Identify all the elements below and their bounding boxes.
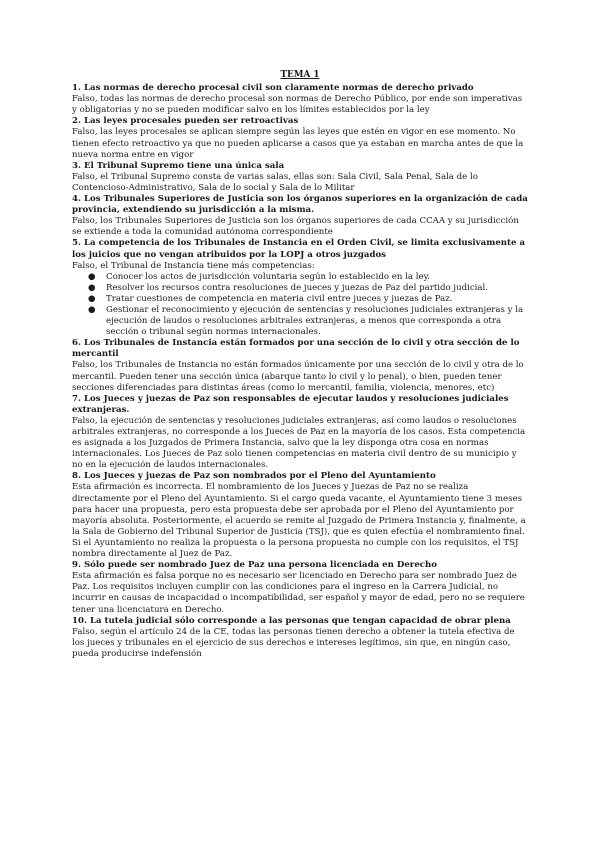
question-4: 4. Los Tribunales Superiores de Justicia son los órganos superiores en la organización de cada provincia, extendiendo su jurisdicción a la misma.	[72, 194, 528, 216]
list-item: ● Gestionar el reconocimiento y ejecución de sentencias y resoluciones judiciales extranjeras y la ejecución de laudos o resoluciones arbitrales extranjeras, a menos que corresponda a otra sección o tribunal según normas internacionales.	[88, 304, 524, 338]
bullet-icon: ●	[88, 304, 96, 315]
answer-10: Falso, según el artículo 24 de la CE, todas las personas tienen derecho a obtener la tutela efectiva de los jueces y tribunales en el ejercicio de sus derechos e intereses legítimos, sin que, en ningún caso, pueda producirse indefensión	[72, 626, 515, 659]
answer-9: Esta afirmación es falsa porque no es necesario ser licenciado en Derecho para ser nombrado Juez de Paz. Los requisitos incluyen cumplir con las condiciones para el ingreso en la Carrera Judicial, no incurrir en causas de incapacidad o incompatibilidad, ser español y mayor de edad, pero no se requiere tener una licenciatura en Derecho.	[72, 571, 525, 615]
question-7: 7. Los Jueces y juezas de Paz son responsables de ejecutar laudos y resoluciones judiciales extranjeras.	[72, 393, 509, 415]
list-item: ● Conocer los actos de jurisdicción voluntaria según lo establecido en la ley.	[88, 271, 431, 282]
document-title: TEMA 1	[280, 70, 320, 80]
answer-6: Falso, los Tribunales de Instancia no están formados únicamente por una sección de lo civil y otra de lo mercantil. Pueden tener una sección única (abarque tanto lo civil y lo penal), o bien, pueden tener secciones diferenciadas para distintas áreas (como lo mercantil, familia, violencia, menores, etc)	[72, 360, 524, 393]
bullet-icon: ●	[88, 282, 96, 293]
question-1: 1. Las normas de derecho procesal civil son claramente normas de derecho privado	[72, 83, 474, 94]
question-5: 5. La competencia de los Tribunales de Instancia en el Orden Civil, se limita exclusivamente a los juicios que no vengan atribuidos por la LOPJ a otros juzgados	[72, 238, 526, 260]
answer-5: Falso, el Tribunal de Instancia tiene más competencias:	[72, 260, 315, 271]
answer-1: Falso, todas las normas de derecho procesal son normas de Derecho Público, por ende son imperativas y obligatorias y no se pueden modificar salvo en los límites establecidos por la ley	[72, 94, 523, 116]
question-10: 10. La tutela judicial sólo corresponde a las personas que tengan capacidad de obrar plena	[72, 615, 511, 626]
answer-8: Esta afirmación es incorrecta. El nombramiento de los Jueces y Juezas de Paz no se realiza directamente por el Pleno del Ayuntamiento. Si el cargo queda vacante, el Ayuntamiento tiene 3 meses para hacer una propuesta, pero esta propuesta debe ser aprobada por el Pleno del Ayuntamiento por mayoría absoluta. Posteriormente, el acuerdo se remite al Juzgado de Primera Instancia y, finalmente, a la Sala de Gobierno del Tribunal Superior de Justicia (TSJ), que es quien efectúa el nombramiento final. Si el Ayuntamiento no realiza la propuesta o la persona propuesta no cumple con los requisitos, el TSJ nombra directamente al Juez de Paz.	[72, 482, 526, 560]
bullet-icon: ●	[88, 271, 96, 282]
bullet-icon: ●	[88, 293, 96, 304]
competencias-list	[72, 272, 528, 339]
question-3: 3. El Tribunal Supremo tiene una única sala	[72, 160, 285, 171]
answer-2: Falso, las leyes procesales se aplican siempre según las leyes que estén en vigor en ese momento. No tienen efecto retroactivo ya que no pueden aplicarse a casos que ya estaban en marcha antes de que la nueva norma entre en vigor	[72, 127, 524, 160]
list-item: ● Resolver los recursos contra resoluciones de jueces y juezas de Paz del partido judicial.	[88, 282, 489, 293]
answer-4: Falso, los Tribunales Superiores de Justicia son los órganos superiores de cada CCAA y su jurisdicción se extiende a toda la comunidad autónoma correspondiente	[72, 216, 519, 238]
answer-7: Falso, la ejecución de sentencias y resoluciones judiciales extranjeras, así como laudos o resoluciones arbitrales extranjeras, no corresponde a los Jueces de Paz en la mayoría de los casos. Esta competencia es asignada a los Juzgados de Primera Instancia, salvo que la ley disponga otra cosa en normas internacionales. Los Jueces de Paz solo tienen competencias en materia civil dentro de su municipio y no en la ejecución de laudos internacionales.	[72, 415, 526, 471]
document-page	[72, 70, 528, 660]
question-8: 8. Los Jueces y juezas de Paz son nombrados por el Pleno del Ayuntamiento	[72, 471, 436, 482]
question-9: 9. Sólo puede ser nombrado Juez de Paz una persona licenciada en Derecho	[72, 560, 437, 571]
question-2: 2. Las leyes procesales pueden ser retroactivas	[72, 116, 299, 127]
answer-3: Falso, el Tribunal Supremo consta de varias salas, ellas son: Sala Civil, Sala Penal, Sala de lo Contencioso-Administrativo, Sala de lo social y Sala de lo Militar	[72, 171, 478, 193]
list-item: ● Tratar cuestiones de competencia en materia civil entre jueces y juezas de Paz.	[88, 293, 453, 304]
question-6: 6. Los Tribunales de Instancia están formados por una sección de lo civil y otra sección de lo mercantil	[72, 338, 520, 360]
